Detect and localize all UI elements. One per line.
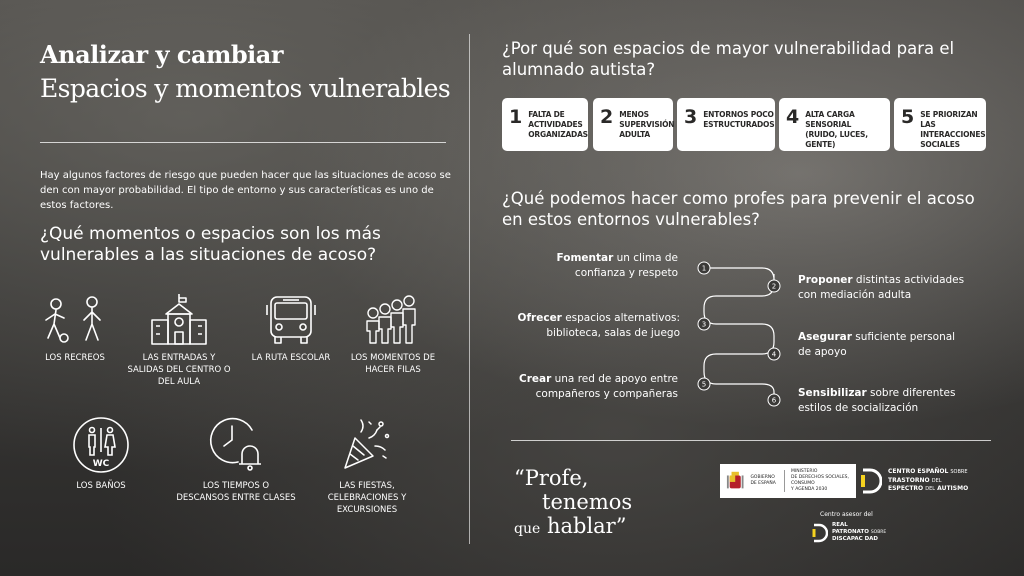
playground-icon <box>20 292 130 348</box>
question-why: ¿Por qué son espacios de mayor vulnerabilidad para el alumnado autista? <box>502 39 955 79</box>
space-item <box>236 292 346 364</box>
question-prevent: ¿Qué podemos hacer como profes para prevenir el acoso en estos entornos vulnerables? <box>502 189 975 229</box>
coat-of-arms-icon <box>726 469 744 493</box>
asesor-label: Centro asesor del <box>820 511 873 518</box>
reason-number: 3 <box>684 106 698 128</box>
school-building-icon <box>124 292 234 348</box>
reason-text: ENTORNOS POCO ESTRUCTURADOS <box>703 110 775 129</box>
step-6 <box>798 386 974 416</box>
step-text: suficiente personal de apoyo <box>798 331 956 358</box>
school-bus-icon <box>236 292 346 348</box>
step-number: 3 <box>701 320 707 329</box>
step-2 <box>798 273 978 303</box>
reason-text: SE PRIORIZAN LAS INTERACCIONES SOCIALES <box>920 110 986 149</box>
step-action: Proponer <box>798 274 853 286</box>
reason-card <box>779 98 890 151</box>
step-4 <box>798 330 968 360</box>
ceta-text: CENTRO ESPAÑOL <box>888 468 949 476</box>
rp-text: PATRONATO <box>832 529 869 535</box>
step-text: una red de apoyo entre compañeros y compañeras <box>535 373 678 400</box>
step-number: 6 <box>771 396 777 405</box>
space-item <box>338 292 448 376</box>
ministry-text: MINISTERIO <box>791 469 818 474</box>
ceta-text: SOBRE <box>950 469 968 476</box>
step-number: 1 <box>701 264 707 273</box>
quote-line: tenemos <box>542 490 633 514</box>
ceta-logo <box>860 464 986 498</box>
step-text: espacios alternativos: biblioteca, salas de juego <box>546 312 680 339</box>
step-3 <box>508 311 680 341</box>
space-label: LOS MOMENTOS DE HACER FILAS <box>350 353 436 375</box>
reason-number: 1 <box>509 106 523 128</box>
reason-number: 2 <box>600 106 614 128</box>
reason-card <box>894 98 986 151</box>
real-patronato-logo <box>812 522 886 543</box>
wc-icon <box>46 414 156 476</box>
step-action: Ofrecer <box>517 312 562 324</box>
reason-card <box>593 98 673 151</box>
space-label: LA RUTA ESCOLAR <box>251 353 331 363</box>
rp-text: SOBRE <box>870 530 887 535</box>
step-number: 4 <box>771 350 777 359</box>
quote-line: “Profe, <box>514 466 589 490</box>
reason-card <box>677 98 775 151</box>
space-label: LAS ENTRADAS Y SALIDAS DEL CENTRO O DEL AULA <box>127 353 231 387</box>
space-item <box>312 414 422 516</box>
reason-number: 5 <box>901 106 915 128</box>
step-number: 5 <box>701 380 707 389</box>
rp-text: DISCAPAC DAD <box>832 536 878 542</box>
footer-divider <box>511 440 991 441</box>
ceta-text: AUTISMO <box>937 485 969 493</box>
reason-text: FALTA DE ACTIVIDADES ORGANIZADAS <box>528 110 588 139</box>
page-subtitle: Espacios y momentos vulnerables <box>40 74 451 103</box>
space-item <box>176 414 296 504</box>
step-number: 2 <box>771 282 777 291</box>
campaign-quote <box>514 466 632 541</box>
clock-bell-icon <box>176 414 296 476</box>
ministry-text: DE DERECHOS SOCIALES, CONSUMO <box>791 475 849 486</box>
column-divider <box>469 34 470 544</box>
government-logo <box>720 464 856 498</box>
step-text: sobre diferentes estilos de socialización <box>798 387 956 414</box>
space-label: LOS BAÑOS <box>76 481 126 491</box>
party-popper-icon <box>312 414 422 476</box>
gov-text: GOBIERNO <box>750 475 775 480</box>
page-title: Analizar y cambiar <box>40 40 283 69</box>
reason-card <box>502 98 588 151</box>
real-patronato-d-icon <box>812 523 828 543</box>
title-divider <box>40 142 446 143</box>
intro-text: Hay algunos factores de riesgo que pueden hacer que las situaciones de acoso se den con mayor probabilidad. El tipo de entorno y sus características es uno de estos factores. <box>40 170 451 211</box>
svg-text:WC: WC <box>92 459 110 469</box>
step-action: Asegurar <box>798 331 852 343</box>
step-text: distintas actividades con mediación adulta <box>798 274 965 301</box>
ceta-text: ESPECTRO <box>888 485 924 493</box>
space-item <box>124 292 234 388</box>
ceta-text: DEL <box>931 477 942 484</box>
step-action: Sensibilizar <box>798 387 867 399</box>
step-action: Crear <box>519 373 552 385</box>
question-spaces: ¿Qué momentos o espacios son los más vulnerables a las situaciones de acoso? <box>40 224 381 265</box>
step-5 <box>510 372 678 402</box>
quote-line: que <box>514 521 541 537</box>
rp-text: REAL <box>832 522 848 528</box>
step-text: un clima de confianza y respeto <box>574 252 678 279</box>
reason-text: MENOS SUPERVISIÓN ADULTA <box>619 110 675 139</box>
reason-number: 4 <box>786 106 800 128</box>
space-label: LAS FIESTAS, CELEBRACIONES Y EXCURSIONES <box>327 481 407 515</box>
ceta-text: TRASTORNO <box>888 476 930 484</box>
quote-line: hablar” <box>546 514 627 538</box>
step-1 <box>540 251 678 281</box>
reason-text: ALTA CARGA SENSORIAL (RUIDO, LUCES, GENTE) <box>805 110 868 149</box>
space-label: LOS TIEMPOS O DESCANSOS ENTRE CLASES <box>176 481 296 503</box>
gov-text: DE ESPAÑA <box>750 481 776 486</box>
queue-icon <box>338 292 448 348</box>
ceta-text: DEL <box>925 486 936 493</box>
space-label: LOS RECREOS <box>45 353 105 363</box>
space-item <box>46 414 156 492</box>
steps-path <box>690 258 790 408</box>
logo-separator <box>784 470 785 492</box>
ministry-text: Y AGENDA 2030 <box>791 487 828 492</box>
step-action: Fomentar <box>556 252 614 264</box>
ceta-d-icon <box>860 467 882 495</box>
space-item <box>20 292 130 364</box>
